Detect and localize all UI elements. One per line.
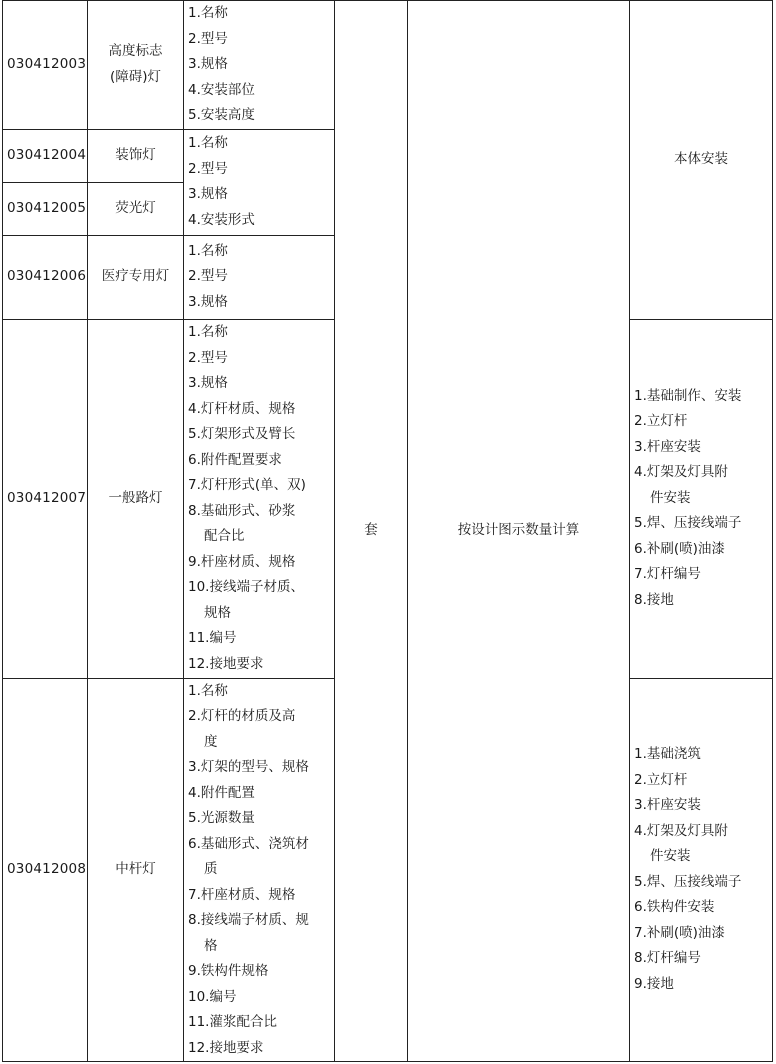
feature-line: 1.名称: [188, 324, 228, 340]
feature-line: 6.附件配置要求: [188, 451, 282, 468]
feature-line: 4.安装形式: [188, 211, 255, 228]
item-name-cell: [88, 182, 184, 235]
feature-line: 2.型号: [188, 160, 228, 177]
item-name-line: 中杆灯: [115, 861, 156, 877]
work-line: 4.灯架及灯具附: [634, 822, 728, 839]
lighting-spec-table: [2, 0, 773, 1062]
item-code-cell: 030412007: [3, 319, 88, 678]
feature-line: 4.附件配置: [188, 784, 255, 801]
feature-line: 3.灯架的型号、规格: [188, 759, 309, 775]
feature-line: 2.型号: [188, 268, 228, 285]
item-name-cell: [88, 678, 184, 1062]
work-line: 6.补刷(喷)油漆: [634, 540, 725, 557]
item-features-cell: [184, 1, 335, 130]
feature-line: 7.灯杆形式(单、双): [188, 477, 306, 493]
work-line: 5.焊、压接线端子: [634, 515, 742, 532]
work-line: 2.立灯杆: [634, 771, 688, 788]
feature-line: 4.安装部位: [188, 81, 255, 98]
work-line: 4.灯架及灯具附: [634, 464, 728, 481]
work-line: 3.杆座安装: [634, 438, 701, 455]
feature-line: 2.灯杆的材质及高: [188, 708, 296, 724]
work-line: 2.立灯杆: [634, 413, 688, 430]
work-line: 6.铁构件安装: [634, 899, 715, 916]
feature-line: 5.安装高度: [188, 107, 255, 123]
feature-line: 3.规格: [188, 56, 228, 72]
item-name-cell: [88, 1, 184, 130]
feature-line: 规格: [204, 604, 231, 621]
feature-line: 12.接地要求: [188, 1039, 264, 1056]
item-code-cell: 030412005: [3, 182, 88, 235]
feature-line: 8.基础形式、砂浆: [188, 502, 296, 519]
item-name-line: 医疗专用灯: [101, 268, 170, 285]
work-line: 1.基础浇筑: [634, 746, 701, 763]
work-line: 件安装: [650, 848, 691, 865]
item-name-line: (障碍)灯: [109, 68, 162, 85]
feature-line: 1.名称: [188, 5, 228, 21]
feature-line: 3.规格: [188, 375, 228, 391]
work-line: 8.灯杆编号: [634, 950, 701, 967]
feature-line: 4.灯杆材质、规格: [188, 400, 296, 417]
item-name-line: 装饰灯: [115, 146, 156, 163]
item-name-cell: [88, 319, 184, 678]
item-code-cell: 030412006: [3, 235, 88, 319]
work-content-cell: [630, 319, 773, 678]
work-content-cell: [630, 678, 773, 1062]
feature-line: 5.灯架形式及臂长: [188, 426, 296, 442]
work-line: 5.焊、压接线端子: [634, 873, 742, 890]
feature-line: 质: [204, 861, 218, 877]
item-name-cell: [88, 129, 184, 182]
item-features-cell: [184, 319, 335, 678]
item-features-cell: [184, 678, 335, 1062]
feature-line: 度: [204, 733, 218, 750]
work-line: 7.补刷(喷)油漆: [634, 924, 725, 941]
feature-line: 9.铁构件规格: [188, 963, 269, 979]
feature-line: 1.名称: [188, 242, 228, 259]
work-line: 3.杆座安装: [634, 797, 701, 814]
feature-line: 8.接线端子材质、规: [188, 912, 309, 928]
feature-line: 11.编号: [188, 630, 237, 646]
work-line: 8.接地: [634, 591, 674, 608]
item-name-cell: [88, 235, 184, 319]
feature-line: 3.规格: [188, 293, 228, 310]
feature-line: 10.编号: [188, 988, 237, 1005]
quantity-rule-cell: 按设计图示数量计算: [408, 1, 630, 1062]
item-name-line: 高度标志: [108, 43, 163, 60]
feature-line: 9.杆座材质、规格: [188, 553, 296, 570]
feature-line: 2.型号: [188, 349, 228, 366]
item-code-cell: 030412004: [3, 129, 88, 182]
feature-line: 12.接地要求: [188, 655, 264, 672]
feature-line: 7.杆座材质、规格: [188, 886, 296, 903]
work-line: 7.灯杆编号: [634, 566, 701, 583]
item-code-cell: 030412008: [3, 678, 88, 1062]
item-name-line: 一般路灯: [108, 489, 163, 506]
feature-line: 11.灌浆配合比: [188, 1014, 277, 1030]
item-features-cell: [184, 129, 335, 235]
unit-cell: 套: [335, 1, 408, 1062]
work-line: 1.基础制作、安装: [634, 387, 742, 404]
feature-line: 10.接线端子材质、: [188, 579, 304, 595]
table-row: [3, 1, 773, 130]
item-code-cell: 030412003: [3, 1, 88, 130]
feature-line: 配合比: [204, 528, 245, 544]
feature-line: 2.型号: [188, 30, 228, 47]
feature-line: 格: [204, 937, 218, 954]
item-name-line: 荧光灯: [115, 199, 156, 216]
item-features-cell: [184, 235, 335, 319]
feature-line: 5.光源数量: [188, 810, 255, 826]
work-line: 件安装: [650, 489, 691, 506]
feature-line: 3.规格: [188, 186, 228, 202]
work-line: 9.接地: [634, 975, 674, 992]
work-content-cell: 本体安装: [630, 1, 773, 320]
feature-line: 1.名称: [188, 135, 228, 151]
feature-line: 6.基础形式、浇筑材: [188, 835, 309, 852]
feature-line: 1.名称: [188, 682, 228, 699]
